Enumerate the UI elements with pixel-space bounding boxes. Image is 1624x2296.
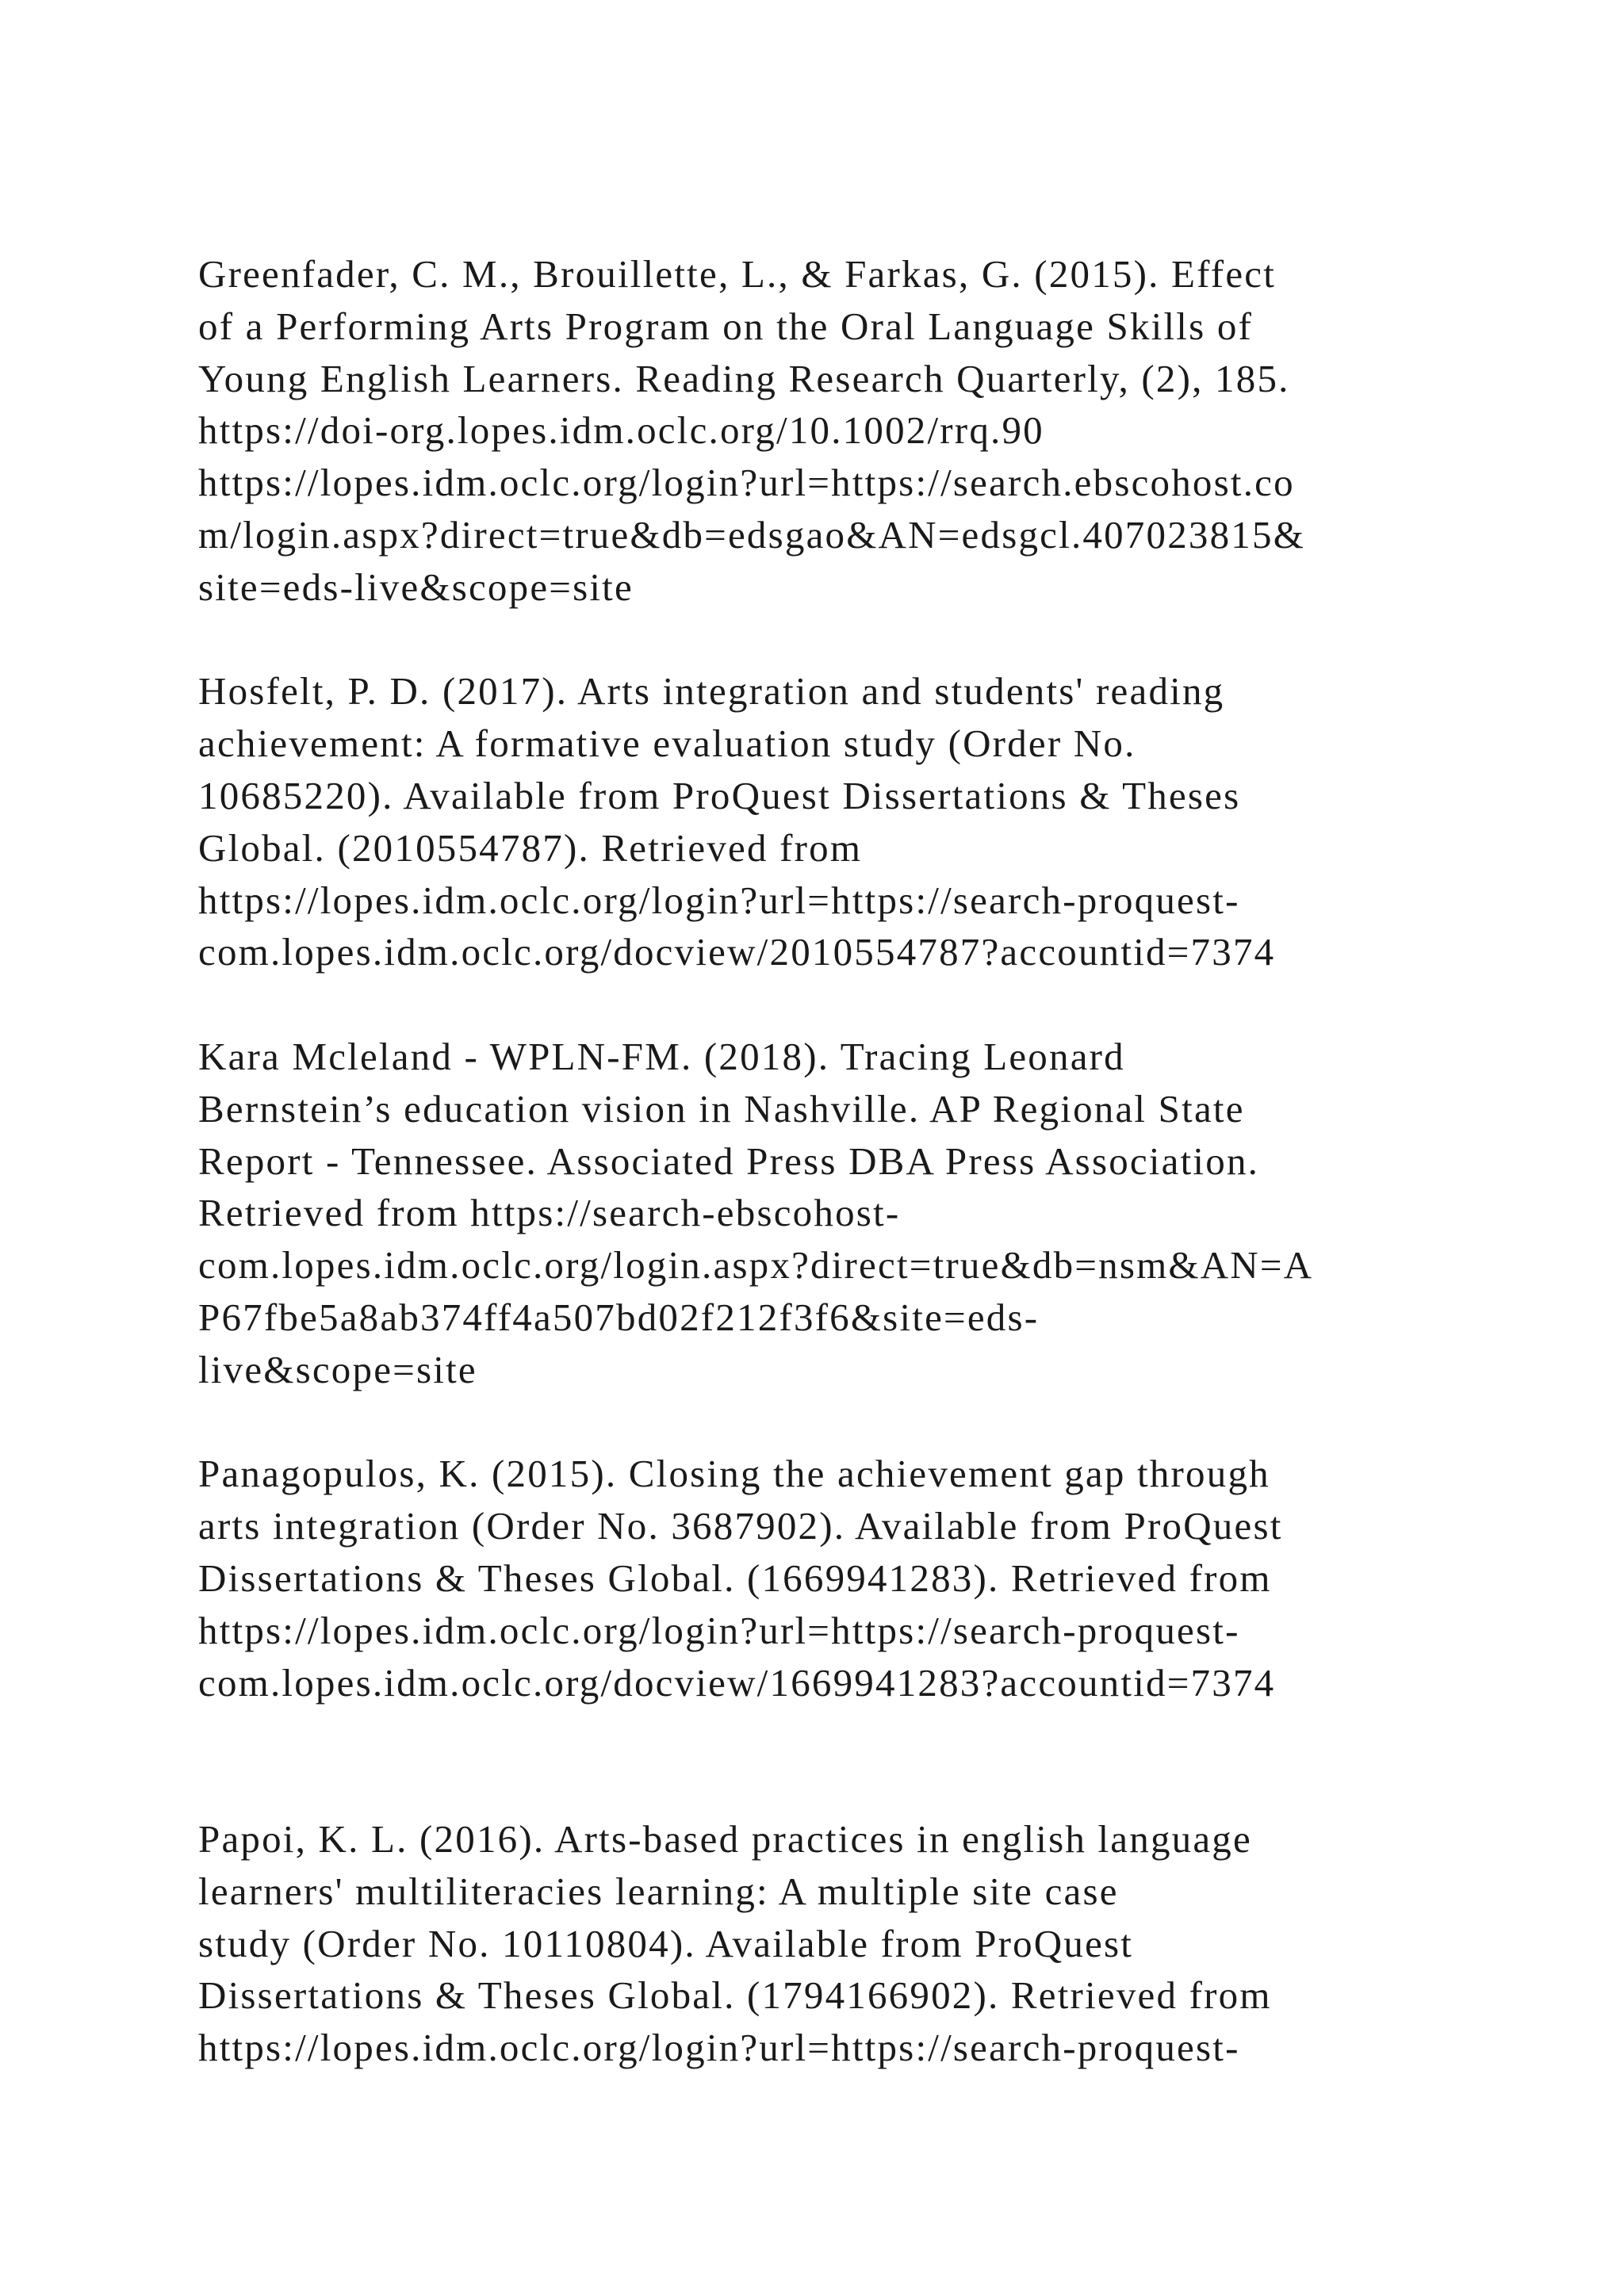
reference-url-link[interactable]: com.lopes.idm.oclc.org/login.aspx?direct=true&db=nsm&AN=A: [198, 1243, 1314, 1288]
reference-line: Papoi, K. L. (2016). Arts-based practices in english language: [198, 1816, 1252, 1861]
reference-panagopulos-2015: [198, 1448, 1499, 1709]
reference-mcleland-2018: [198, 1031, 1499, 1396]
reference-line: learners' multiliteracies learning: A multiple site case: [198, 1869, 1119, 1913]
reference-line: Bernstein’s education vision in Nashville. AP Regional State: [198, 1086, 1245, 1131]
reference-url-link[interactable]: site=eds-live&scope=site: [198, 564, 634, 609]
reference-line: Report - Tennessee. Associated Press DBA Press Association.: [198, 1138, 1260, 1183]
reference-url-link[interactable]: https://lopes.idm.oclc.org/login?url=https://search-proquest-: [198, 878, 1240, 922]
reference-line: Hosfelt, P. D. (2017). Arts integration and students' reading: [198, 669, 1225, 714]
reference-spacer: [198, 1396, 1499, 1448]
reference-greenfader-2015: [198, 248, 1499, 614]
reference-url-link[interactable]: com.lopes.idm.oclc.org/docview/2010554787?accountid=7374: [198, 930, 1276, 974]
reference-line: Panagopulos, K. (2015). Closing the achievement gap through: [198, 1452, 1270, 1496]
reference-url-link[interactable]: https://lopes.idm.oclc.org/login?url=https://search-proquest-: [198, 1608, 1240, 1652]
reference-hosfelt-2017: [198, 665, 1499, 978]
reference-spacer: [198, 614, 1499, 666]
reference-url-link[interactable]: live&scope=site: [198, 1347, 477, 1391]
reference-line: Young English Learners. Reading Research Quarterly, (2), 185.: [198, 356, 1290, 400]
reference-line: study (Order No. 10110804). Available from ProQuest: [198, 1921, 1134, 1965]
reference-doi-link[interactable]: https://doi-org.lopes.idm.oclc.org/10.1002/rrq.90: [198, 408, 1044, 453]
reference-line: Global. (2010554787). Retrieved from: [198, 825, 863, 870]
reference-url-link[interactable]: P67fbe5a8ab374ff4a507bd02f212f3f6&site=eds-: [198, 1295, 1040, 1339]
reference-spacer: [198, 1709, 1499, 1813]
reference-url-link[interactable]: m/login.aspx?direct=true&db=edsgao&AN=edsgcl.407023815&: [198, 512, 1306, 557]
reference-spacer: [198, 978, 1499, 1031]
reference-line: Greenfader, C. M., Brouillette, L., & Farkas, G. (2015). Effect: [198, 252, 1277, 296]
reference-url-link[interactable]: https://lopes.idm.oclc.org/login?url=https://search.ebscohost.co: [198, 461, 1295, 505]
reference-line: Retrieved from https://search-ebscohost-: [198, 1191, 901, 1235]
reference-url-link[interactable]: https://lopes.idm.oclc.org/login?url=https://search-proquest-: [198, 2026, 1240, 2070]
reference-list: [198, 248, 1499, 2074]
reference-line: Kara Mcleland - WPLN-FM. (2018). Tracing Leonard: [198, 1034, 1125, 1078]
reference-line: 10685220). Available from ProQuest Dissertations & Theses: [198, 773, 1241, 817]
reference-papoi-2016: [198, 1813, 1499, 2074]
reference-line: arts integration (Order No. 3687902). Available from ProQuest: [198, 1504, 1283, 1548]
reference-line: Dissertations & Theses Global. (1669941283). Retrieved from: [198, 1556, 1272, 1600]
reference-line: of a Performing Arts Program on the Oral Language Skills of: [198, 304, 1254, 348]
reference-url-link[interactable]: com.lopes.idm.oclc.org/docview/1669941283?accountid=7374: [198, 1660, 1276, 1705]
reference-line: Dissertations & Theses Global. (1794166902). Retrieved from: [198, 1973, 1272, 2018]
reference-line: achievement: A formative evaluation study (Order No.: [198, 721, 1136, 766]
